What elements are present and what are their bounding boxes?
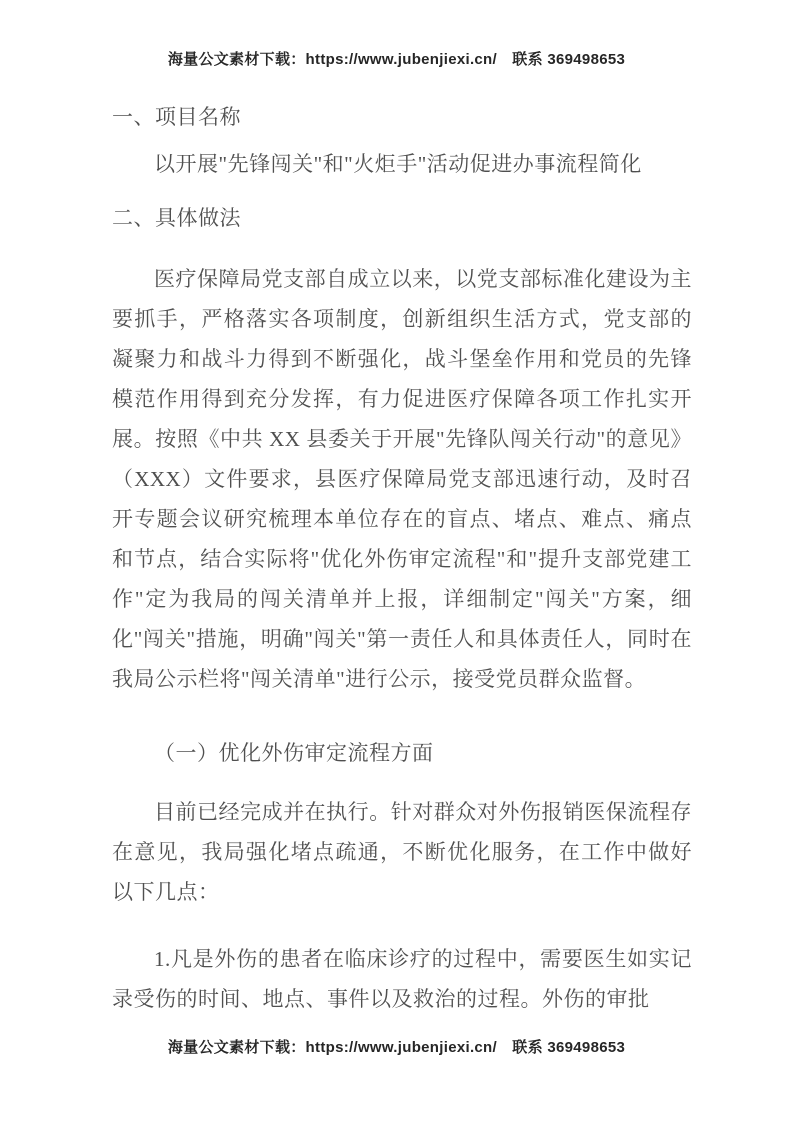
section-2-paragraph: 医疗保障局党支部自成立以来，以党支部标准化建设为主要抓手，严格落实各项制度，创新组织生活方式，党支部的凝聚力和战斗力得到不断强化，战斗堡垒作用和党员的先锋模范作用得到充分发挥，有力促进医疗保障各项工作扎实开展。按照《中共 XX 县委关于开展"先锋队闯关行动"的意见》（XXX）文件要求，县医疗保障局党支部迅速行动，及时召开专题会议研究梳理本单位存在的盲点、堵点、难点、痛点和节点，结合实际将"优化外伤审定流程"和"提升支部党建工作"定为我局的闯关清单并上报，详细制定"闯关"方案，细化"闯关"措施，明确"闯关"第一责任人和具体责任人，同时在我局公示栏将"闯关清单"进行公示，接受党员群众监督。: [112, 267, 692, 691]
section-1-heading: 一、项目名称: [112, 105, 241, 129]
subsection-1-heading: （一）优化外伤审定流程方面: [154, 741, 434, 765]
page-footer-watermark: [0, 1036, 793, 1057]
subsection-1-paragraph-2: 1.凡是外伤的患者在临床诊疗的过程中，需要医生如实记录受伤的时间、地点、事件以及救治的过程。外伤的审批: [112, 947, 692, 1011]
header-watermark-text: 海量公文素材下载：https://www.jubenjiexi.cn/ 联系 369498653: [167, 51, 626, 68]
document-content: [112, 0, 692, 1019]
section-2-heading: 二、具体做法: [112, 206, 241, 230]
subsection-1-paragraph-1: 目前已经完成并在执行。针对群众对外伤报销医保流程存在意见，我局强化堵点疏通，不断优化服务，在工作中做好以下几点：: [112, 800, 692, 904]
project-title: 以开展"先锋闯关"和"火炬手"活动促进办事流程简化: [154, 152, 642, 176]
footer-watermark-text: 海量公文素材下载：https://www.jubenjiexi.cn/ 联系 369498653: [167, 1039, 626, 1056]
